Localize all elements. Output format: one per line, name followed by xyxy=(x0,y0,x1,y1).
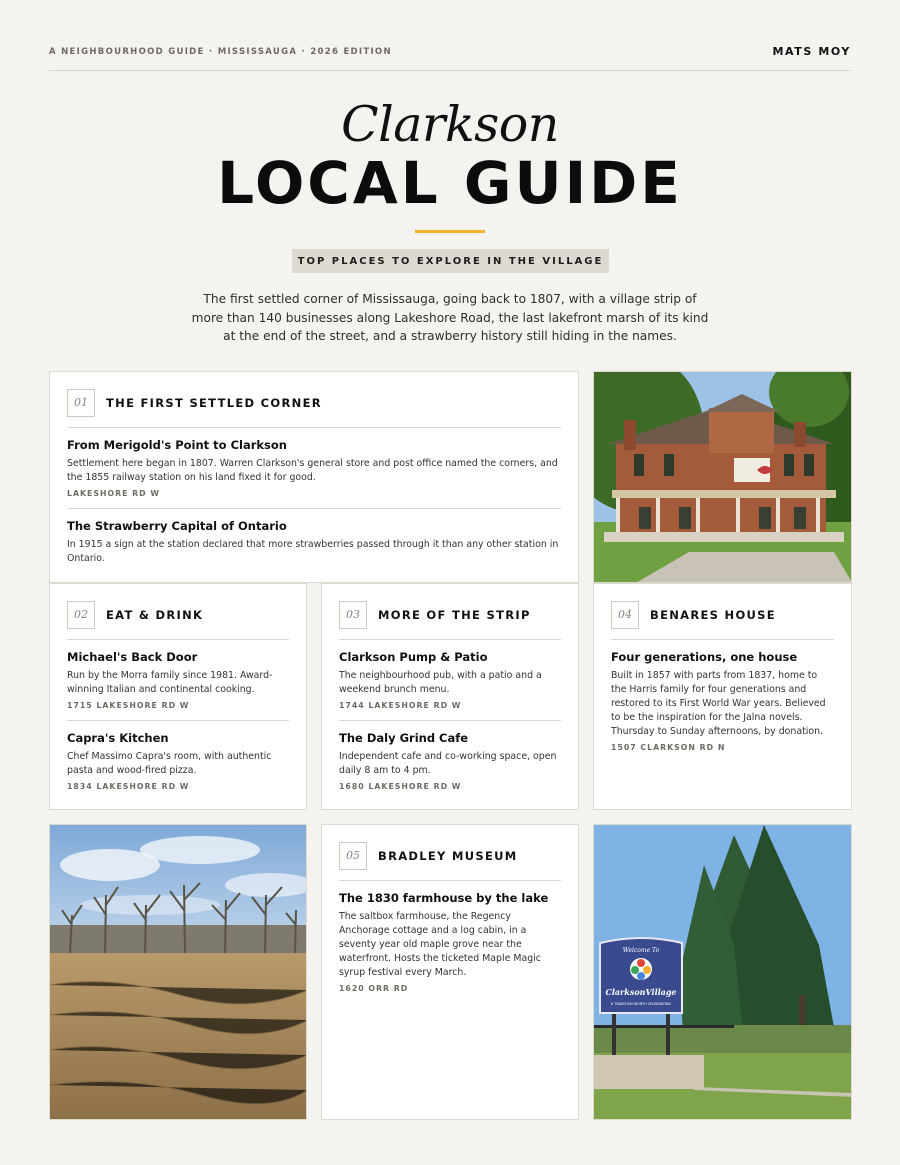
section-card-first-settled-corner xyxy=(49,371,579,583)
section-title: BRADLEY MUSEUM xyxy=(378,848,518,863)
entry xyxy=(339,721,561,791)
section-header xyxy=(67,388,561,417)
section-header xyxy=(339,600,561,629)
entry xyxy=(67,721,289,791)
section-title: MORE OF THE STRIP xyxy=(378,607,531,622)
entry xyxy=(339,640,561,710)
tagline-text: TOP PLACES TO EXPLORE IN THE VILLAGE xyxy=(297,255,604,267)
top-bar xyxy=(49,44,851,71)
sign-village-text: ClarksonVillage xyxy=(605,987,677,997)
entry-description: Independent cafe and co-working space, open daily 8 am to 4 pm. xyxy=(339,751,557,776)
section-number: 02 xyxy=(67,601,95,629)
section-number: 04 xyxy=(611,601,639,629)
accent-rule xyxy=(415,230,485,233)
section-card-more-of-the-strip xyxy=(321,583,579,810)
entry-description: The neighbourhood pub, with a patio and a weekend brunch menu. xyxy=(339,670,542,695)
main-title: LOCAL GUIDE xyxy=(217,149,683,217)
entry-description: Run by the Morra family since 1981. Award-winning Italian and continental cooking. xyxy=(67,670,273,695)
intro-paragraph: The first settled corner of Mississauga, going back to 1807, with a village strip of more than 140 businesses along Lakeshore Road, the last lakefront marsh of its kind at the end of the street, and a strawberry history still hiding in the names. xyxy=(191,292,709,343)
entry-title: The Daly Grind Cafe xyxy=(339,731,469,745)
section-title: EAT & DRINK xyxy=(106,607,204,622)
entry-address: 1744 LAKESHORE RD W xyxy=(339,701,462,710)
entry-address: LAKESHORE RD W xyxy=(67,489,160,498)
entry-description: The saltbox farmhouse, the Regency Anchorage cottage and a log cabin, in a seventy year old maple grove near the waterfront. Hosts the ticketed Maple Magic syrup festival every March. xyxy=(339,911,541,978)
entry xyxy=(339,881,561,993)
section-card-bradley-museum xyxy=(321,824,579,1120)
section-number: 05 xyxy=(339,842,367,870)
entry-title: The 1830 farmhouse by the lake xyxy=(339,891,549,905)
section-header xyxy=(67,600,289,629)
section-number: 01 xyxy=(67,389,95,417)
script-title: Clarkson xyxy=(341,96,559,153)
entry-title: Four generations, one house xyxy=(611,650,798,664)
entry xyxy=(611,640,834,752)
entry-description: In 1915 a sign at the station declared that more strawberries passed through it than any other station in Ontario. xyxy=(67,539,559,564)
entry xyxy=(67,428,561,498)
benares-house-photo xyxy=(593,371,852,583)
sign-motto-text: A TRADITION WORTH CELEBRATING xyxy=(610,1002,672,1006)
section-title: BENARES HOUSE xyxy=(650,607,776,622)
entry-title: The Strawberry Capital of Ontario xyxy=(67,519,287,533)
author-byline: MATS MOY xyxy=(772,45,851,58)
section-header xyxy=(339,841,561,870)
entry-address: 1715 LAKESHORE RD W xyxy=(67,701,190,710)
entry-address: 1834 LAKESHORE RD W xyxy=(67,782,190,791)
guide-kicker: A NEIGHBOURHOOD GUIDE · MISSISSAUGA · 2026 EDITION xyxy=(49,47,392,57)
section-title: THE FIRST SETTLED CORNER xyxy=(106,395,322,410)
entry-address: 1680 LAKESHORE RD W xyxy=(339,782,462,791)
section-card-eat-drink xyxy=(49,583,307,810)
entry-description: Built in 1857 with parts from 1837, home to the Harris family for four generations and restored to its First World War years. Believed to be the inspiration for the Jalna novels. Thursday to Sunday afternoons, by donation. xyxy=(611,670,826,737)
entry-title: Michael's Back Door xyxy=(67,650,198,664)
entry-title: From Merigold's Point to Clarkson xyxy=(67,438,287,452)
entry-description: Chef Massimo Capra's room, with authentic pasta and wood-fired pizza. xyxy=(67,751,272,776)
tagline-badge xyxy=(292,249,609,273)
section-card-benares-house xyxy=(593,583,852,810)
clarkson-village-sign-photo xyxy=(593,824,852,1120)
section-number: 03 xyxy=(339,601,367,629)
entry-title: Capra's Kitchen xyxy=(67,731,169,745)
lakefront-marsh-photo xyxy=(49,824,307,1120)
entry-description: Settlement here began in 1807. Warren Clarkson's general store and post office named the corners, and the 1855 railway station on his land fixed it for good. xyxy=(67,458,558,483)
section-header xyxy=(611,600,834,629)
entry-title: Clarkson Pump & Patio xyxy=(339,650,488,664)
entry xyxy=(67,640,289,710)
sign-welcome-text: Welcome To xyxy=(622,947,660,954)
entry-address: 1507 CLARKSON RD N xyxy=(611,743,726,752)
entry-address: 1620 ORR RD xyxy=(339,984,409,993)
entry xyxy=(67,509,561,566)
